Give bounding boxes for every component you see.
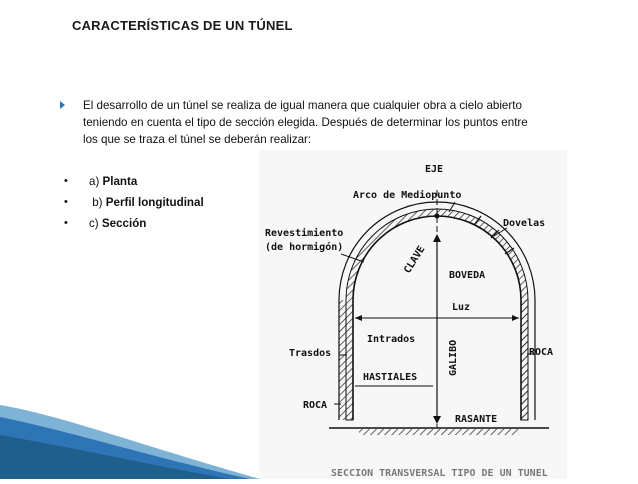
decorative-wave-icon: [0, 395, 260, 479]
clave-point: [435, 214, 440, 219]
item-prefix: b): [89, 196, 106, 209]
figure-caption: SECCION TRANSVERSAL TIPO DE UN TUNEL: [331, 468, 548, 479]
label-eje: EJE: [425, 164, 444, 175]
label-luz: Luz: [452, 302, 471, 313]
item-label: Sección: [101, 217, 147, 230]
bullet-line-1: El desarrollo de un túnel se realiza de igual manera que cualquier obra a cielo abierto: [83, 99, 522, 112]
slide-title: CARACTERÍSTICAS DE UN TÚNEL: [72, 18, 293, 33]
label-roca-right: ROCA: [529, 347, 554, 358]
label-revestimiento-2: (de hormigón): [265, 242, 344, 253]
intro-bullet: [60, 97, 620, 148]
label-dovelas: Dovelas: [503, 218, 546, 229]
luz-arrowhead-right: [512, 315, 519, 321]
item-prefix: c): [89, 217, 102, 230]
ground-hatch: [359, 429, 519, 435]
item-label: Perfil longitudinal: [105, 196, 204, 209]
arrow-bullet-icon: [60, 101, 65, 109]
item-label: Planta: [102, 175, 138, 188]
tunnel-section-figure: [259, 150, 567, 479]
bullet-dot-icon: •: [64, 196, 68, 208]
label-hastiales: HASTIALES: [363, 372, 418, 383]
luz-arrowhead-left: [355, 315, 362, 321]
rock-left-hatch: [339, 300, 346, 420]
bullet-dot-icon: •: [64, 217, 68, 229]
bullet-line-3: los que se traza el túnel se deberán realizar:: [83, 133, 312, 146]
label-galibo: GALIBO: [448, 339, 459, 376]
label-roca-left: ROCA: [303, 400, 328, 411]
label-intrados: Intrados: [367, 334, 416, 345]
label-revestimiento-1: Revestimiento: [265, 228, 344, 239]
galibo-arrowhead-bottom: [433, 416, 441, 424]
item-prefix: a): [89, 175, 103, 188]
bullet-dot-icon: •: [64, 175, 68, 187]
tunnel-diagram: [259, 150, 567, 479]
label-boveda: BOVEDA: [449, 270, 486, 281]
label-trasdos: Trasdos: [289, 348, 332, 359]
label-arco: Arco de Mediopunto: [353, 190, 462, 201]
bullet-line-2: teniendo en cuenta el tipo de sección elegida. Después de determinar los puntos entre: [83, 116, 528, 129]
galibo-arrowhead-top: [433, 234, 441, 242]
label-rasante: RASANTE: [455, 414, 498, 425]
label-clave: CLAVE: [402, 244, 428, 276]
